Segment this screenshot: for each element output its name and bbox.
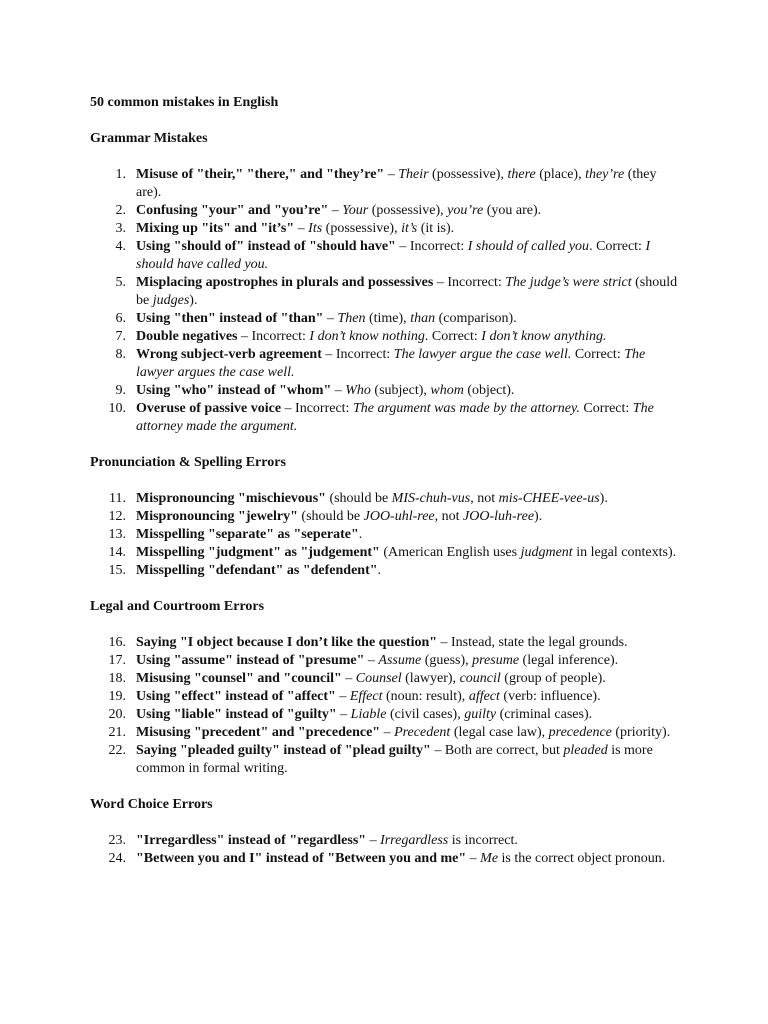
document-title: 50 common mistakes in English (90, 95, 279, 110)
item-example: The lawyer argue the case well. (393, 347, 572, 362)
item-text: is the correct object pronoun. (498, 851, 666, 866)
list-item (90, 670, 678, 688)
numbered-list (90, 166, 678, 436)
item-example: judgment (520, 545, 573, 560)
item-text: (possessive), (322, 221, 402, 236)
item-term: "Between you and I" instead of "Between you and me" (136, 851, 467, 866)
item-number: 2. (115, 203, 126, 218)
item-text: (place), (535, 167, 586, 182)
item-number: 9. (115, 383, 126, 398)
item-text: – (323, 311, 338, 326)
item-term: Overuse of passive voice (136, 401, 282, 416)
item-number: 16. (108, 635, 126, 650)
item-term: Saying "I object because I don’t like the question" (136, 635, 438, 650)
item-text: ). (189, 293, 198, 308)
item-text: (object). (463, 383, 515, 398)
item-example: I should have called you. (136, 239, 651, 272)
item-example: JOO-luh-ree (463, 509, 535, 524)
item-example: Their (398, 167, 429, 182)
list-item (90, 688, 678, 706)
item-number: 8. (115, 347, 126, 362)
item-number: 24. (108, 851, 126, 866)
item-term: Using "should of" instead of "should have" (136, 239, 396, 254)
list-item (90, 346, 678, 382)
item-number: 3. (115, 221, 126, 236)
item-number: 14. (108, 545, 126, 560)
item-term: Using "then" instead of "than" (136, 311, 324, 326)
item-number: 10. (108, 401, 126, 416)
item-example: The judge’s were strict (505, 275, 632, 290)
list-item (90, 562, 678, 580)
item-number: 18. (108, 671, 126, 686)
item-term: Confusing "your" and "you’re" (136, 203, 329, 218)
list-item (90, 310, 678, 328)
item-text: – Incorrect: (281, 401, 353, 416)
item-term: Wrong subject-verb agreement (136, 347, 322, 362)
item-example: Your (342, 203, 369, 218)
item-text: – (328, 203, 343, 218)
list-item (90, 652, 678, 670)
item-example: judges (152, 293, 190, 308)
item-example: Liable (350, 707, 387, 722)
item-example: there (507, 167, 536, 182)
item-example: The argument was made by the attorney. (352, 401, 580, 416)
item-text: (it is). (417, 221, 455, 236)
item-term: Misspelling "separate" as "seperate" (136, 527, 359, 542)
item-example: than (410, 311, 436, 326)
item-term: Mixing up "its" and "it’s" (136, 221, 295, 236)
item-example: Who (345, 383, 371, 398)
item-text: (guess), (421, 653, 473, 668)
item-text: is incorrect. (448, 833, 518, 848)
item-term: Saying "pleaded guilty" instead of "plead guilty" (136, 743, 431, 758)
item-term: Misusing "precedent" and "precedence" (136, 725, 381, 740)
list-item (90, 220, 678, 238)
item-text: , not (434, 509, 464, 524)
item-example: Irregardless (380, 833, 449, 848)
item-term: Misusing "counsel" and "council" (136, 671, 342, 686)
item-text: – (380, 725, 395, 740)
item-text: – Both are correct, but (430, 743, 564, 758)
item-term: Misspelling "judgment" as "judgement" (136, 545, 380, 560)
item-example: I don’t know anything. (481, 329, 607, 344)
item-text: (possessive), (428, 167, 508, 182)
item-example: I should of called you (467, 239, 590, 254)
item-example: council (459, 671, 501, 686)
item-text: (you are). (483, 203, 542, 218)
item-example: pleaded (563, 743, 608, 758)
item-term: Double negatives (136, 329, 238, 344)
item-number: 7. (115, 329, 126, 344)
item-text: ). (534, 509, 543, 524)
item-text: in legal contexts). (572, 545, 677, 560)
list-item (90, 706, 678, 724)
item-text: (comparison). (435, 311, 517, 326)
item-text: (should be (136, 275, 678, 308)
item-text: – Incorrect: (237, 329, 310, 344)
item-number: 6. (115, 311, 126, 326)
item-example: Counsel (355, 671, 402, 686)
list-item (90, 742, 678, 778)
item-example: affect (468, 689, 500, 704)
item-number: 20. (108, 707, 126, 722)
item-example: JOO-uhl-ree (363, 509, 435, 524)
item-text: . Correct: (589, 239, 646, 254)
item-example: it’s (401, 221, 418, 236)
item-text: . Correct: (424, 329, 482, 344)
item-number: 12. (108, 509, 126, 524)
item-text: – (331, 383, 346, 398)
item-example: presume (472, 653, 520, 668)
list-item (90, 850, 678, 868)
item-text: (noun: result), (382, 689, 469, 704)
item-example: they’re (585, 167, 625, 182)
item-text: (should be (297, 509, 364, 524)
item-term: Misspelling "defendant" as "defendent" (136, 563, 378, 578)
item-text: (priority). (611, 725, 671, 740)
item-example: guilty (464, 707, 497, 722)
item-text: (civil cases), (386, 707, 465, 722)
item-text: – (341, 671, 356, 686)
item-text: ). (599, 491, 608, 506)
item-example: The attorney made the argument. (136, 401, 654, 434)
numbered-list (90, 634, 678, 778)
item-text: (criminal cases). (496, 707, 593, 722)
item-example: you’re (447, 203, 484, 218)
item-text: – (366, 833, 381, 848)
list-item (90, 400, 678, 436)
item-example: I don’t know nothing (309, 329, 425, 344)
item-example: Assume (378, 653, 422, 668)
item-text: – Incorrect: (395, 239, 468, 254)
list-item (90, 166, 678, 202)
item-example: MIS-chuh-vus (391, 491, 471, 506)
item-term: Mispronouncing "mischievous" (136, 491, 326, 506)
section-heading: Grammar Mistakes (90, 131, 208, 146)
item-example: whom (430, 383, 464, 398)
list-item (90, 832, 678, 850)
item-text: . (377, 563, 381, 578)
item-text: (group of people). (500, 671, 606, 686)
item-text: – Incorrect: (433, 275, 506, 290)
document-body (90, 130, 678, 868)
item-text: (legal case law), (450, 725, 549, 740)
item-text: , not (470, 491, 499, 506)
item-number: 19. (108, 689, 126, 704)
item-text: – (336, 707, 351, 722)
item-term: Misuse of "their," "there," and "they’re" (136, 167, 385, 182)
item-term: Using "effect" instead of "affect" (136, 689, 336, 704)
item-example: Precedent (394, 725, 451, 740)
item-example: Then (337, 311, 366, 326)
list-item (90, 328, 678, 346)
item-term: Using "liable" instead of "guilty" (136, 707, 337, 722)
list-item (90, 634, 678, 652)
list-item (90, 490, 678, 508)
item-number: 21. (108, 725, 126, 740)
item-number: 22. (108, 743, 126, 758)
list-item (90, 202, 678, 220)
item-term: Misplacing apostrophes in plurals and possessives (136, 275, 434, 290)
list-item (90, 724, 678, 742)
list-item (90, 526, 678, 544)
item-text: – (466, 851, 481, 866)
item-text: (lawyer), (401, 671, 460, 686)
item-number: 23. (108, 833, 126, 848)
item-text: Correct: (571, 347, 625, 362)
item-text: Correct: (579, 401, 633, 416)
item-number: 13. (108, 527, 126, 542)
numbered-list (90, 832, 678, 868)
item-example: Its (308, 221, 323, 236)
item-text: (verb: influence). (499, 689, 601, 704)
item-text: (should be (325, 491, 392, 506)
item-term: "Irregardless" instead of "regardless" (136, 833, 367, 848)
item-text: – Incorrect: (321, 347, 394, 362)
item-term: Using "assume" instead of "presume" (136, 653, 365, 668)
item-example: Effect (349, 689, 383, 704)
item-term: Using "who" instead of "whom" (136, 383, 332, 398)
list-item (90, 508, 678, 526)
item-text: (subject), (370, 383, 431, 398)
item-number: 15. (108, 563, 126, 578)
item-number: 11. (109, 491, 126, 506)
item-text: (legal inference). (519, 653, 619, 668)
section-heading: Pronunciation & Spelling Errors (90, 455, 286, 470)
item-example: The lawyer argues the case well. (136, 347, 646, 380)
item-number: 17. (108, 653, 126, 668)
item-text: – (384, 167, 399, 182)
item-text: (time), (365, 311, 411, 326)
section-heading: Word Choice Errors (90, 797, 213, 812)
item-text: – (294, 221, 309, 236)
item-example: precedence (548, 725, 612, 740)
list-item (90, 382, 678, 400)
item-term: Mispronouncing "jewelry" (136, 509, 298, 524)
item-text: is more common in formal writing. (136, 743, 653, 776)
item-text: – (364, 653, 379, 668)
item-number: 5. (115, 275, 126, 290)
item-text: – (335, 689, 350, 704)
item-number: 4. (115, 239, 126, 254)
item-example: mis-CHEE-vee-us (498, 491, 600, 506)
numbered-list (90, 490, 678, 580)
item-text: – Instead, state the legal grounds. (437, 635, 628, 650)
list-item (90, 544, 678, 562)
item-text: (they are). (136, 167, 657, 200)
list-item (90, 238, 678, 274)
list-item (90, 274, 678, 310)
section-heading: Legal and Courtroom Errors (90, 599, 265, 614)
item-text: . (358, 527, 363, 542)
item-text: (possessive), (368, 203, 448, 218)
item-example: Me (480, 851, 499, 866)
item-number: 1. (115, 167, 126, 182)
item-text: (American English uses (379, 545, 521, 560)
